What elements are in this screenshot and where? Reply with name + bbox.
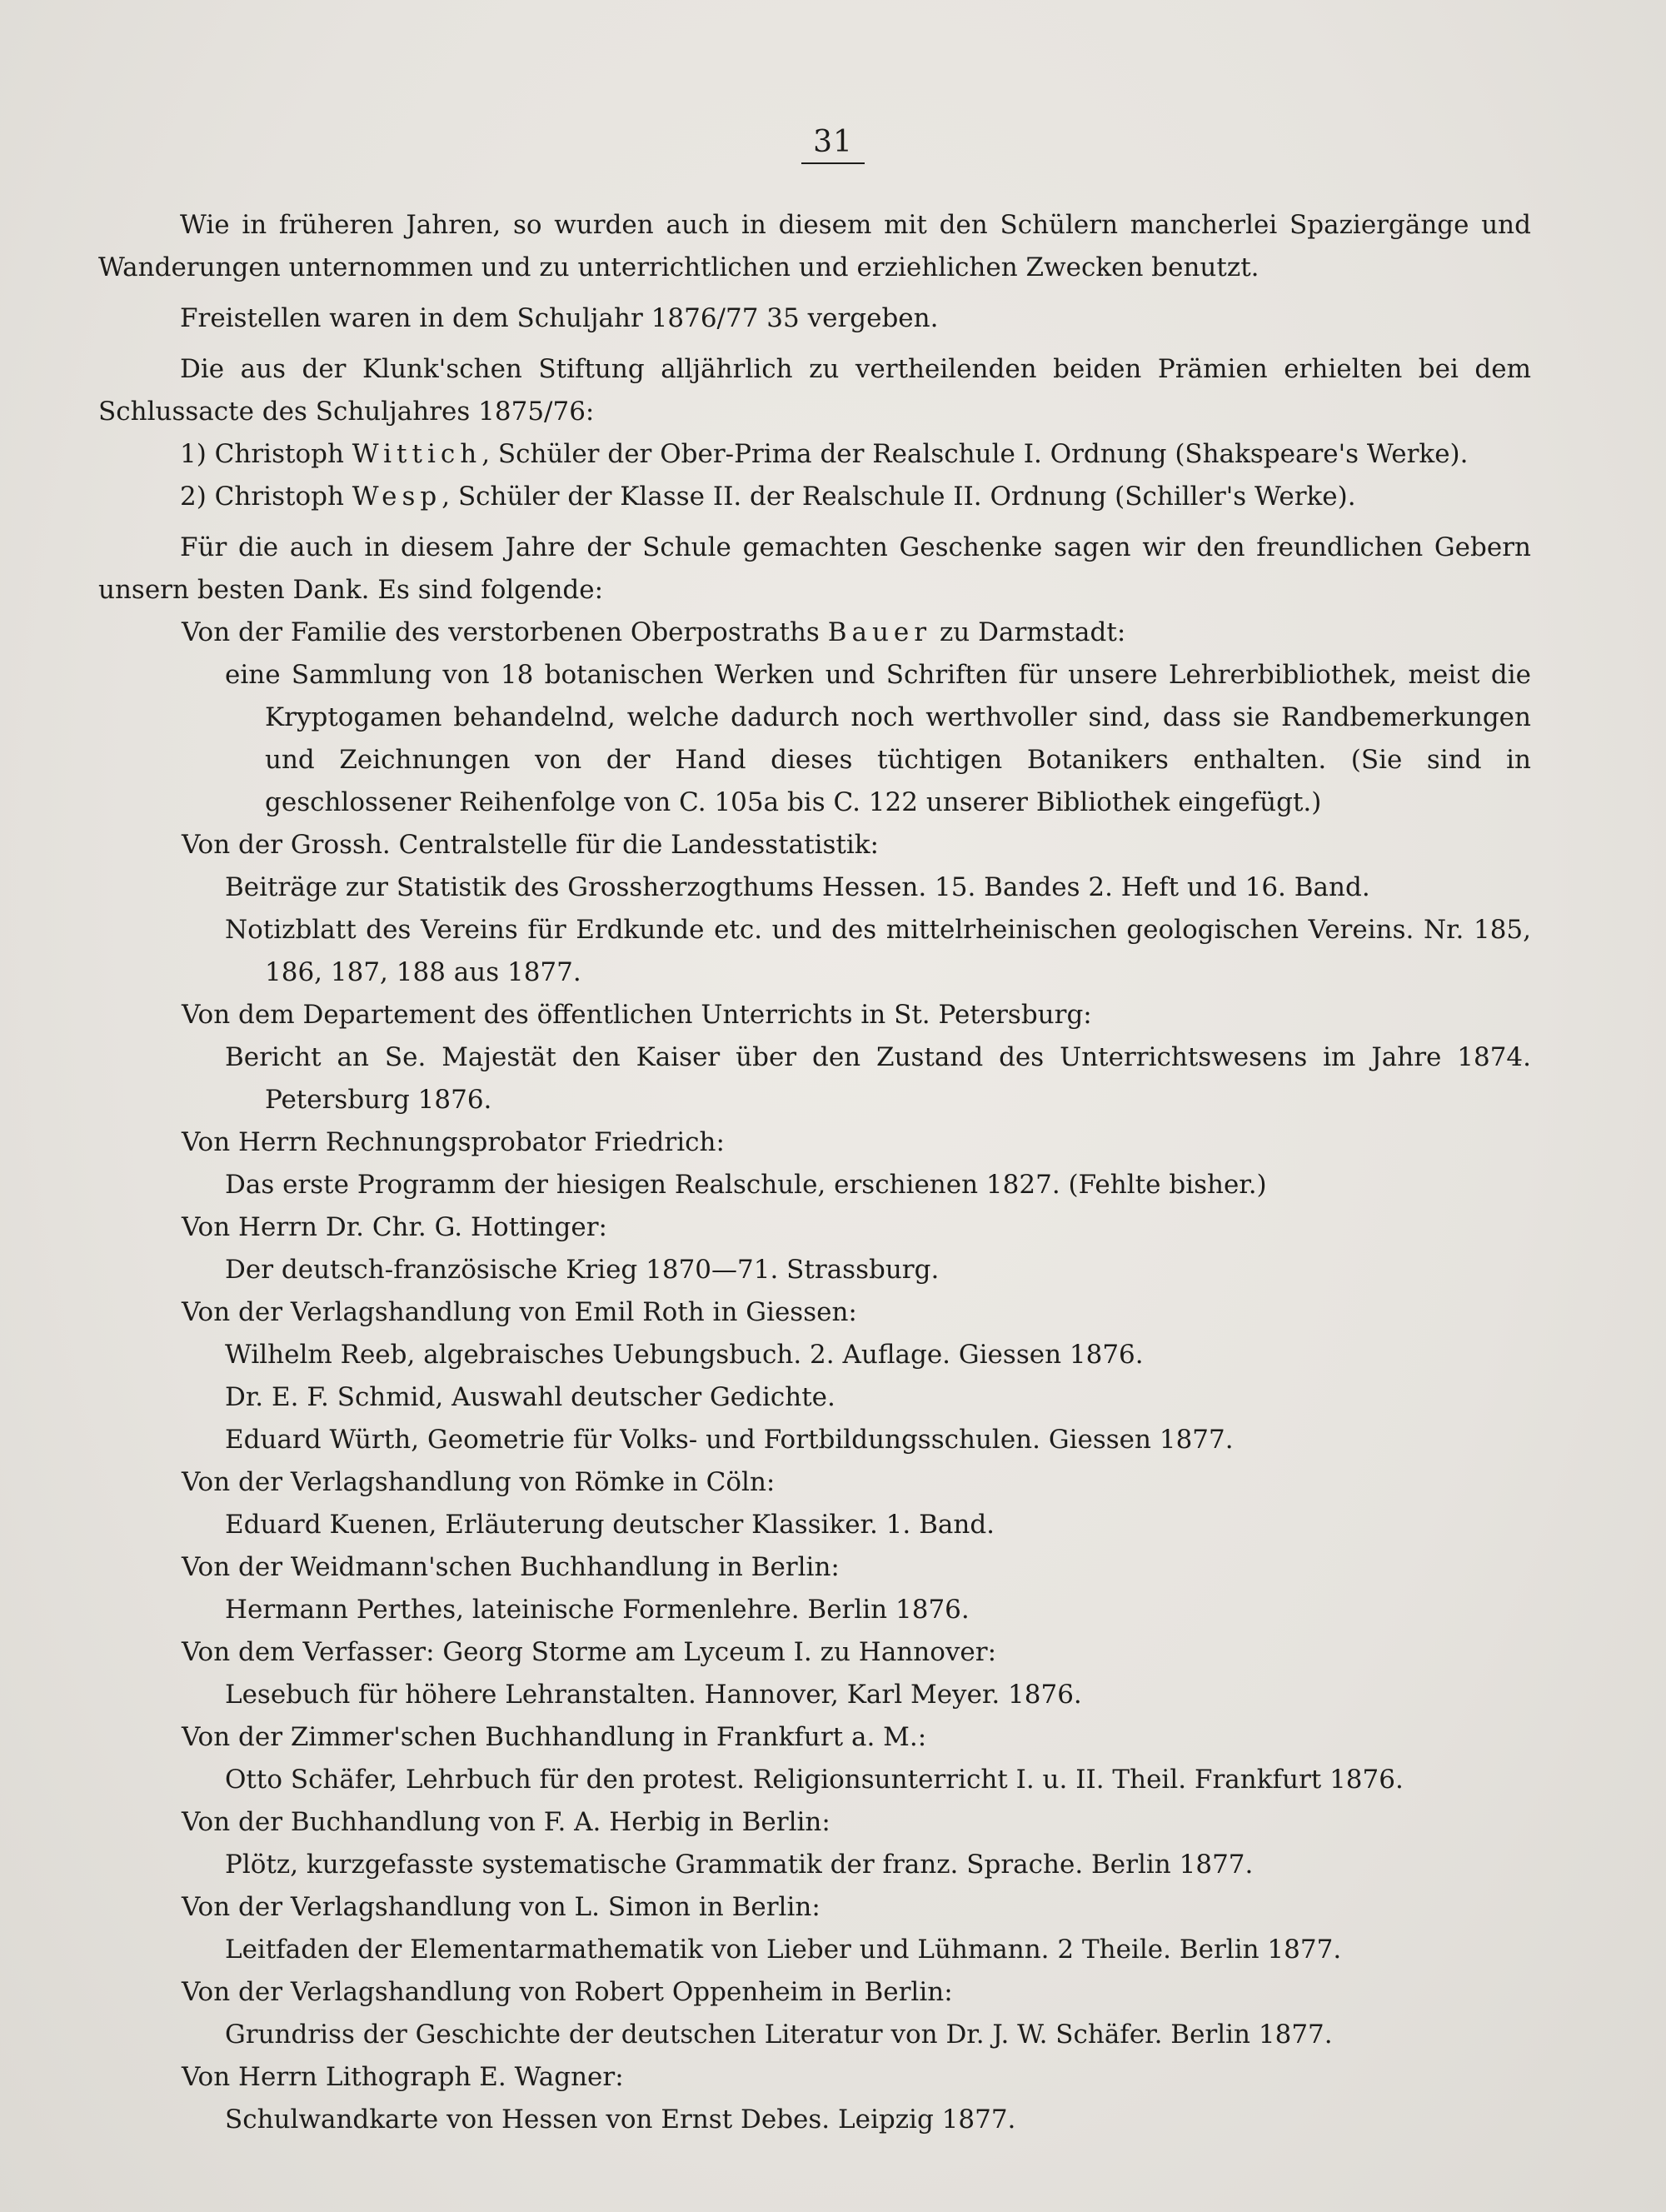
paragraph-thanks: Für die auch in diesem Jahre der Schule gemachten Geschenke sagen wir den freundlichen Gebern unsern besten Dank. Es sind folgende: [98, 532, 1531, 605]
gift-bauer: eine Sammlung von 18 botanischen Werken und Schriften für unsere Lehrerbibliothek, meist die Kryptogamen behandelnd, welche dadurch noch werthvoller sind, dass sie Randbemerkungen und Zeichnungen von der Hand dieses tüchtigen Botanikers enthalten. (Sie sind in geschlossener Reihenfolge von C. 105a bis C. 122 unserer Bibliothek eingefügt.) [225, 660, 1531, 817]
gift-wagner-1: Schulwandkarte von Hessen von Ernst Debes. Leipzig 1877. [225, 2105, 1016, 2135]
donor-centralstelle: Von der Grossh. Centralstelle für die Landesstatistik: [182, 830, 879, 860]
gift-friedrich-1: Das erste Programm der hiesigen Realschule, erschienen 1827. (Fehlte bisher.) [225, 1170, 1267, 1200]
prize-item-1 [98, 433, 1531, 476]
paragraph-excursions: Wie in früheren Jahren, so wurden auch in diesem mit den Schülern mancherlei Spaziergänge und Wanderungen unternommen und zu unterrichtlichen und erziehlichen Zwecken benutzt. [98, 210, 1531, 282]
gift-roth-2: Dr. E. F. Schmid, Auswahl deutscher Gedichte. [225, 1382, 835, 1412]
donor-herbig: Von der Buchhandlung von F. A. Herbig in Berlin: [182, 1807, 831, 1837]
prize-item-1-name: Wittich [352, 439, 482, 469]
donor-zimmer: Von der Zimmer'schen Buchhandlung in Frankfurt a. M.: [182, 1722, 927, 1752]
gift-herbig-1: Plötz, kurzgefasste systematische Grammatik der franz. Sprache. Berlin 1877. [225, 1850, 1254, 1880]
gift-zimmer-1: Otto Schäfer, Lehrbuch für den protest. Religionsunterricht I. u. II. Theil. Frankfurt 1876. [225, 1765, 1404, 1795]
donor-simon: Von der Verlagshandlung von L. Simon in Berlin: [182, 1892, 821, 1922]
paragraph-free-places: Freistellen waren in dem Schuljahr 1876/77 35 vergeben. [180, 303, 939, 333]
donor-hottinger: Von Herrn Dr. Chr. G. Hottinger: [182, 1212, 607, 1242]
donor-bauer-name: Bauer [827, 617, 932, 647]
prize-item-2-post: , Schüler der Klasse II. der Realschule II. Ordnung (Schiller's Werke). [441, 482, 1356, 512]
gift-roth-1: Wilhelm Reeb, algebraisches Uebungsbuch. 2. Auflage. Giessen 1876. [225, 1340, 1144, 1370]
donor-bauer-post: zu Darmstadt: [931, 617, 1126, 647]
gift-hottinger-1: Der deutsch-französische Krieg 1870—71. Strassburg. [225, 1255, 940, 1285]
page-content [98, 204, 1531, 2141]
gift-departement-1: Bericht an Se. Majestät den Kaiser über den Zustand des Unterrichtswesens im Jahre 1874. Petersburg 1876. [225, 1042, 1531, 1115]
gift-centralstelle-2: Notizblatt des Vereins für Erdkunde etc. und des mittelrheinischen geologischen Vereins. Nr. 185, 186, 187, 188 aus 1877. [225, 915, 1531, 987]
gift-simon-1: Leitfaden der Elementarmathematik von Lieber und Lühmann. 2 Theile. Berlin 1877. [225, 1935, 1342, 1965]
page-number [0, 125, 1666, 164]
donor-storme: Von dem Verfasser: Georg Storme am Lyceum I. zu Hannover: [182, 1637, 997, 1667]
donor-bauer-pre: Von der Familie des verstorbenen Oberpostraths [182, 617, 828, 647]
donor-wagner: Von Herrn Lithograph E. Wagner: [182, 2062, 624, 2092]
prize-item-1-post: , Schüler der Ober-Prima der Realschule I. Ordnung (Shakspeare's Werke). [481, 439, 1469, 469]
prize-item-2 [98, 476, 1531, 518]
donor-weidmann: Von der Weidmann'schen Buchhandlung in Berlin: [182, 1552, 840, 1582]
gift-roth-3: Eduard Würth, Geometrie für Volks- und Fortbildungsschulen. Giessen 1877. [225, 1425, 1234, 1455]
donor-roemke: Von der Verlagshandlung von Römke in Cöln: [182, 1467, 776, 1497]
gift-centralstelle-1: Beiträge zur Statistik des Grossherzogthums Hessen. 15. Bandes 2. Heft und 16. Band. [225, 872, 1370, 902]
gift-weidmann-1: Hermann Perthes, lateinische Formenlehre. Berlin 1876. [225, 1595, 970, 1625]
donor-departement: Von dem Departement des öffentlichen Unterrichts in St. Petersburg: [182, 1000, 1092, 1030]
donor-friedrich: Von Herrn Rechnungsprobator Friedrich: [182, 1127, 725, 1157]
prize-item-1-pre: 1) Christoph [180, 439, 352, 469]
gift-oppenheim-1: Grundriss der Geschichte der deutschen Literatur von Dr. J. W. Schäfer. Berlin 1877. [225, 2020, 1333, 2050]
gift-storme-1: Lesebuch für höhere Lehranstalten. Hannover, Karl Meyer. 1876. [225, 1680, 1082, 1710]
donor-oppenheim: Von der Verlagshandlung von Robert Oppenheim in Berlin: [182, 1977, 953, 2007]
page-number-text: 31 [801, 125, 865, 164]
prize-item-2-pre: 2) Christoph [180, 482, 352, 512]
donor-bauer [98, 612, 1531, 654]
gift-roemke-1: Eduard Kuenen, Erläuterung deutscher Klassiker. 1. Band. [225, 1510, 995, 1540]
prize-item-2-name: Wesp [352, 482, 442, 512]
donor-roth: Von der Verlagshandlung von Emil Roth in Giessen: [182, 1297, 857, 1327]
paragraph-prizes: Die aus der Klunk'schen Stiftung alljährlich zu vertheilenden beiden Prämien erhielten bei dem Schlussacte des Schuljahres 1875/76: [98, 354, 1531, 427]
